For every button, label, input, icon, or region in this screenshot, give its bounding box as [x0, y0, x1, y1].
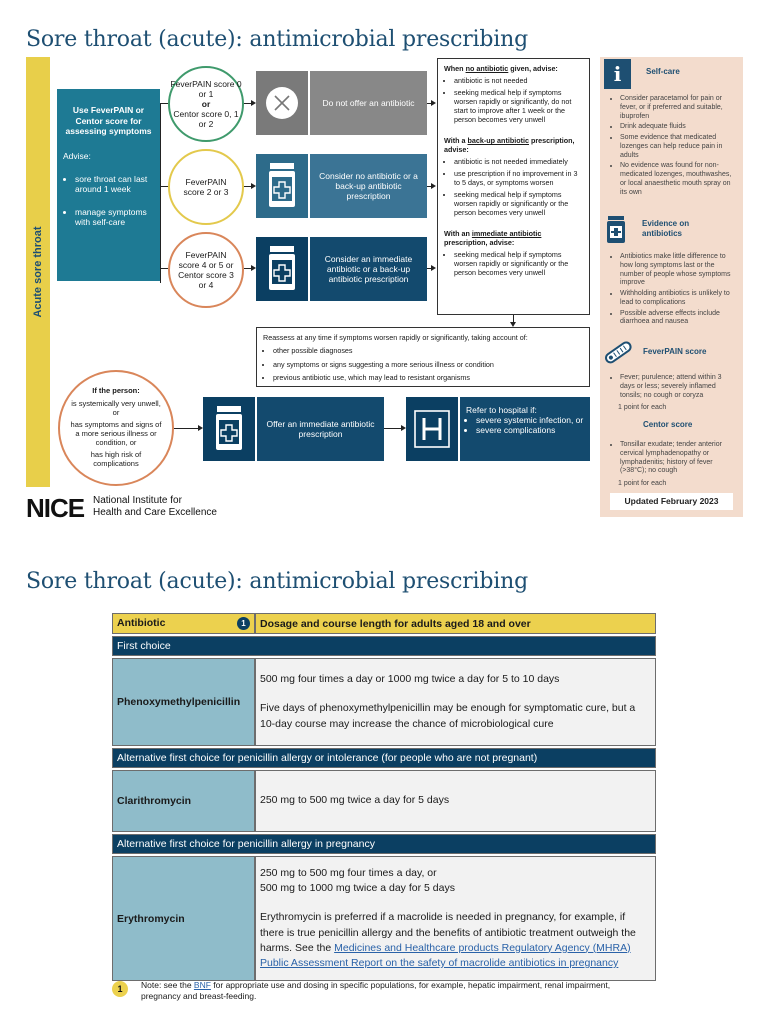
dose-cell: [255, 770, 656, 832]
centor-list: [610, 441, 734, 478]
list-item: • antibiotic is not needed: [454, 76, 583, 85]
page-title: Sore throat (acute): antimicrobial prescribing: [26, 27, 528, 52]
no-antibiotic-list: [444, 76, 583, 124]
drug-name: Clarithromycin: [112, 770, 255, 832]
reassess-list: [263, 346, 583, 382]
antibiotic-table: [112, 611, 656, 983]
self-care-heading: Self-care: [646, 67, 680, 76]
score-circle-high: [168, 232, 244, 308]
nice-name-line: Health and Care Excellence: [93, 507, 217, 518]
mhra-report-link[interactable]: Medicines and Healthcare products Regulatory Agency (MHRA) Public Assessment Report on the safety of macrolide antibiotics in pregnancy: [260, 941, 631, 969]
arrowhead: [431, 183, 436, 189]
info-icon: i: [604, 59, 631, 89]
drug-name: Phenoxymethylpenicillin: [112, 658, 255, 746]
self-care-list: [610, 95, 734, 199]
table-row: [112, 770, 656, 832]
section-row: [112, 636, 656, 656]
section-label: Alternative first choice for penicillin allergy or intolerance (for people who are not pregnant): [112, 748, 656, 768]
score-or: or: [201, 98, 211, 109]
evidence-heading: Evidence on antibiotics: [642, 219, 690, 238]
list-item: • seeking medical help if symptoms worsen rapidly or significantly or the person becomes very unwell: [454, 190, 583, 217]
bnf-link[interactable]: BNF: [193, 980, 211, 990]
hospital-intro: Refer to hospital if:: [466, 405, 537, 415]
footnote-badge: 1: [237, 617, 250, 630]
advice-box: [437, 58, 590, 315]
list-item: • any symptoms or signs suggesting a more serious illness or condition: [273, 360, 583, 369]
action-offer-immediate: Offer an immediate antibiotic prescription: [257, 397, 384, 461]
list-item: • seeking medical help if symptoms worsen rapidly or significantly, do not start to improve after 1 week or the person becomes very unwell: [454, 88, 583, 124]
section-row: [112, 748, 656, 768]
hospital-icon-box: [406, 397, 458, 461]
dose-cell: [255, 658, 656, 746]
cross-icon: [265, 86, 299, 120]
dosage-header: Dosage and course length for adults aged 18 and over: [255, 613, 656, 634]
list-item: • antibiotic is not needed immediately: [454, 157, 583, 166]
arrow-line: [174, 428, 199, 429]
score-circle-medium: [168, 149, 244, 225]
medicine-bottle-icon: [213, 404, 245, 454]
severity-title: If the person:: [92, 385, 140, 395]
medicine-bottle-icon: [266, 244, 298, 294]
action-backup: Consider no antibiotic or a back-up antibiotic prescription: [310, 154, 427, 218]
evidence-list: [610, 253, 734, 329]
list-item: • Consider paracetamol for pain or fever, or if preferred and suitable, ibuprofen: [620, 95, 734, 121]
list-item: • severe systemic infection, or: [476, 415, 584, 425]
list-item: • Antibiotics make little difference to how long symptoms last or the number of people whose symptoms improve: [620, 253, 734, 288]
no-antibiotic-icon-box: [256, 71, 308, 135]
score-circle-low: [168, 66, 244, 142]
dose-line: 250 mg to 500 mg twice a day for 5 days: [260, 794, 450, 807]
dose-line: Erythromycin is preferred if a macrolide is needed in pregnancy, for example, if there is true penicillin allergy and the benefits of antibiotic treatment outweigh the harms. See the Medicines and Healthcare products Regulatory Agency (MHRA) Public Assessment Report on the safety of macrolide antibiotics in pregnancy: [260, 911, 636, 969]
centor-points: 1 point for each: [618, 480, 667, 487]
hospital-icon: [414, 410, 450, 448]
section-row: [112, 834, 656, 854]
advise-list: [63, 174, 154, 229]
table-row: [112, 658, 656, 746]
connector-line: [160, 186, 168, 187]
no-antibiotic-heading: When no antibiotic given, advise:: [444, 64, 558, 73]
immediate-list: [444, 250, 583, 277]
assessment-title: Use FeverPAIN or Centor score for assessing symptoms: [65, 105, 152, 137]
updated-date: Updated February 2023: [610, 493, 733, 510]
assessment-box: [57, 89, 160, 281]
centor-heading: Centor score: [643, 420, 693, 429]
list-item: • Withholding antibiotics is unlikely to lead to complications: [620, 290, 734, 308]
severity-circle: [58, 370, 174, 486]
list-item: • Drink adequate fluids: [620, 123, 734, 132]
evidence-icon: [604, 216, 628, 244]
list-item: • No evidence was found for non-medicated lozenges, mouthwashes, or local anaesthetic mouth spray on its own: [620, 162, 734, 197]
connector-line: [160, 103, 161, 283]
dose-line: 250 mg to 500 mg four times a day, or 500 mg to 1000 mg twice a day for 5 days: [260, 866, 455, 895]
list-item: • sore throat can last around 1 week: [75, 174, 154, 195]
advise-label: Advise:: [63, 150, 91, 161]
feverpain-list: [610, 374, 734, 402]
score-text: FeverPAIN score 0 or 1: [170, 78, 242, 99]
nice-name-line: National Institute for: [93, 495, 182, 506]
arrowhead: [431, 265, 436, 271]
section-label: First choice: [112, 636, 656, 656]
connector-line: [160, 268, 168, 269]
medicine-bottle-icon: [266, 161, 298, 211]
section-label: Alternative first choice for penicillin allergy in pregnancy: [112, 834, 656, 854]
table-row: [112, 856, 656, 981]
list-item: • other possible diagnoses: [273, 346, 583, 355]
nice-logo: NICE: [26, 493, 85, 523]
reassess-intro: Reassess at any time if symptoms worsen rapidly or significantly, taking account of:: [263, 333, 528, 342]
action-no-antibiotic: Do not offer an antibiotic: [310, 71, 427, 135]
list-item: • use prescription if no improvement in 3 to 5 days, or symptoms worsen: [454, 169, 583, 187]
feverpain-points: 1 point for each: [618, 404, 667, 411]
dose-line: 500 mg four times a day or 1000 mg twice a day for 5 to 10 days: [260, 673, 560, 686]
list-item: • Some evidence that medicated lozenges can help reduce pain in adults: [620, 134, 734, 160]
dose-cell: [255, 856, 656, 981]
immediate-heading: With an immediate antibiotic prescription, advise:: [444, 229, 542, 247]
action-immediate: Consider an immediate antibiotic or a back-up antibiotic prescription: [310, 237, 427, 301]
connector-line: [160, 103, 168, 104]
list-item: • previous antibiotic use, which may lead to resistant organisms: [273, 373, 583, 382]
list-item: • manage symptoms with self-care: [75, 207, 154, 228]
list-item: • Possible adverse effects include diarrhoea and nausea: [620, 310, 734, 328]
info-panel: [600, 57, 743, 517]
list-item: • Tonsillar exudate; tender anterior cervical lymphadenopathy or lymphadenitis; history of fever (>38°C); no cough: [620, 441, 734, 476]
arrow-line: [384, 428, 402, 429]
feverpain-heading: FeverPAIN score: [643, 347, 707, 356]
arrowhead: [431, 100, 436, 106]
side-bar: [26, 57, 50, 487]
page-title-2: Sore throat (acute): antimicrobial prescribing: [26, 569, 528, 594]
thermometer-icon: [602, 339, 634, 365]
backup-icon-box: [256, 154, 308, 218]
score-text: FeverPAIN score 4 or 5 or Centor score 3 or 4: [178, 249, 234, 291]
score-text: Centor score 0, 1 or 2: [173, 109, 239, 130]
immediate-offer-icon-box: [203, 397, 255, 461]
reassess-box: [256, 327, 590, 387]
severity-line: is systemically very unwell, or: [71, 398, 161, 417]
list-item: • seeking medical help if symptoms worsen rapidly or significantly or the person becomes very unwell: [454, 250, 583, 277]
nice-name: [93, 495, 217, 519]
dose-line: Five days of phenoxymethylpenicillin may be enough for symptomatic cure, but a 10-day course may increase the chance of microbiological cure: [260, 702, 636, 730]
drug-name: Erythromycin: [112, 856, 255, 981]
antibiotic-header: Antibiotic 1: [112, 613, 255, 634]
footnote: Note: see the BNF for appropriate use and dosing in specific populations, for example, hepatic impairment, renal impairment, pregnancy and breast-feeding.: [141, 980, 611, 1002]
backup-heading: With a back-up antibiotic prescription, advise:: [444, 136, 575, 154]
table-header-row: [112, 613, 656, 634]
list-item: • Fever; purulence; attend within 3 days or less; severely inflamed tonsils; no cough or coryza: [620, 374, 734, 400]
backup-list: [444, 157, 583, 217]
note-badge: 1: [112, 981, 128, 997]
score-text: FeverPAIN score 2 or 3: [183, 176, 229, 197]
side-bar-label: Acute sore throat: [32, 226, 44, 318]
hospital-referral-box: [460, 397, 590, 461]
severity-line: has symptoms and signs of a more serious illness or condition, or: [70, 419, 162, 447]
list-item: • severe complications: [476, 425, 584, 435]
hospital-list: [466, 415, 584, 435]
severity-line: has high risk of complications: [90, 449, 142, 468]
immediate-icon-box: [256, 237, 308, 301]
